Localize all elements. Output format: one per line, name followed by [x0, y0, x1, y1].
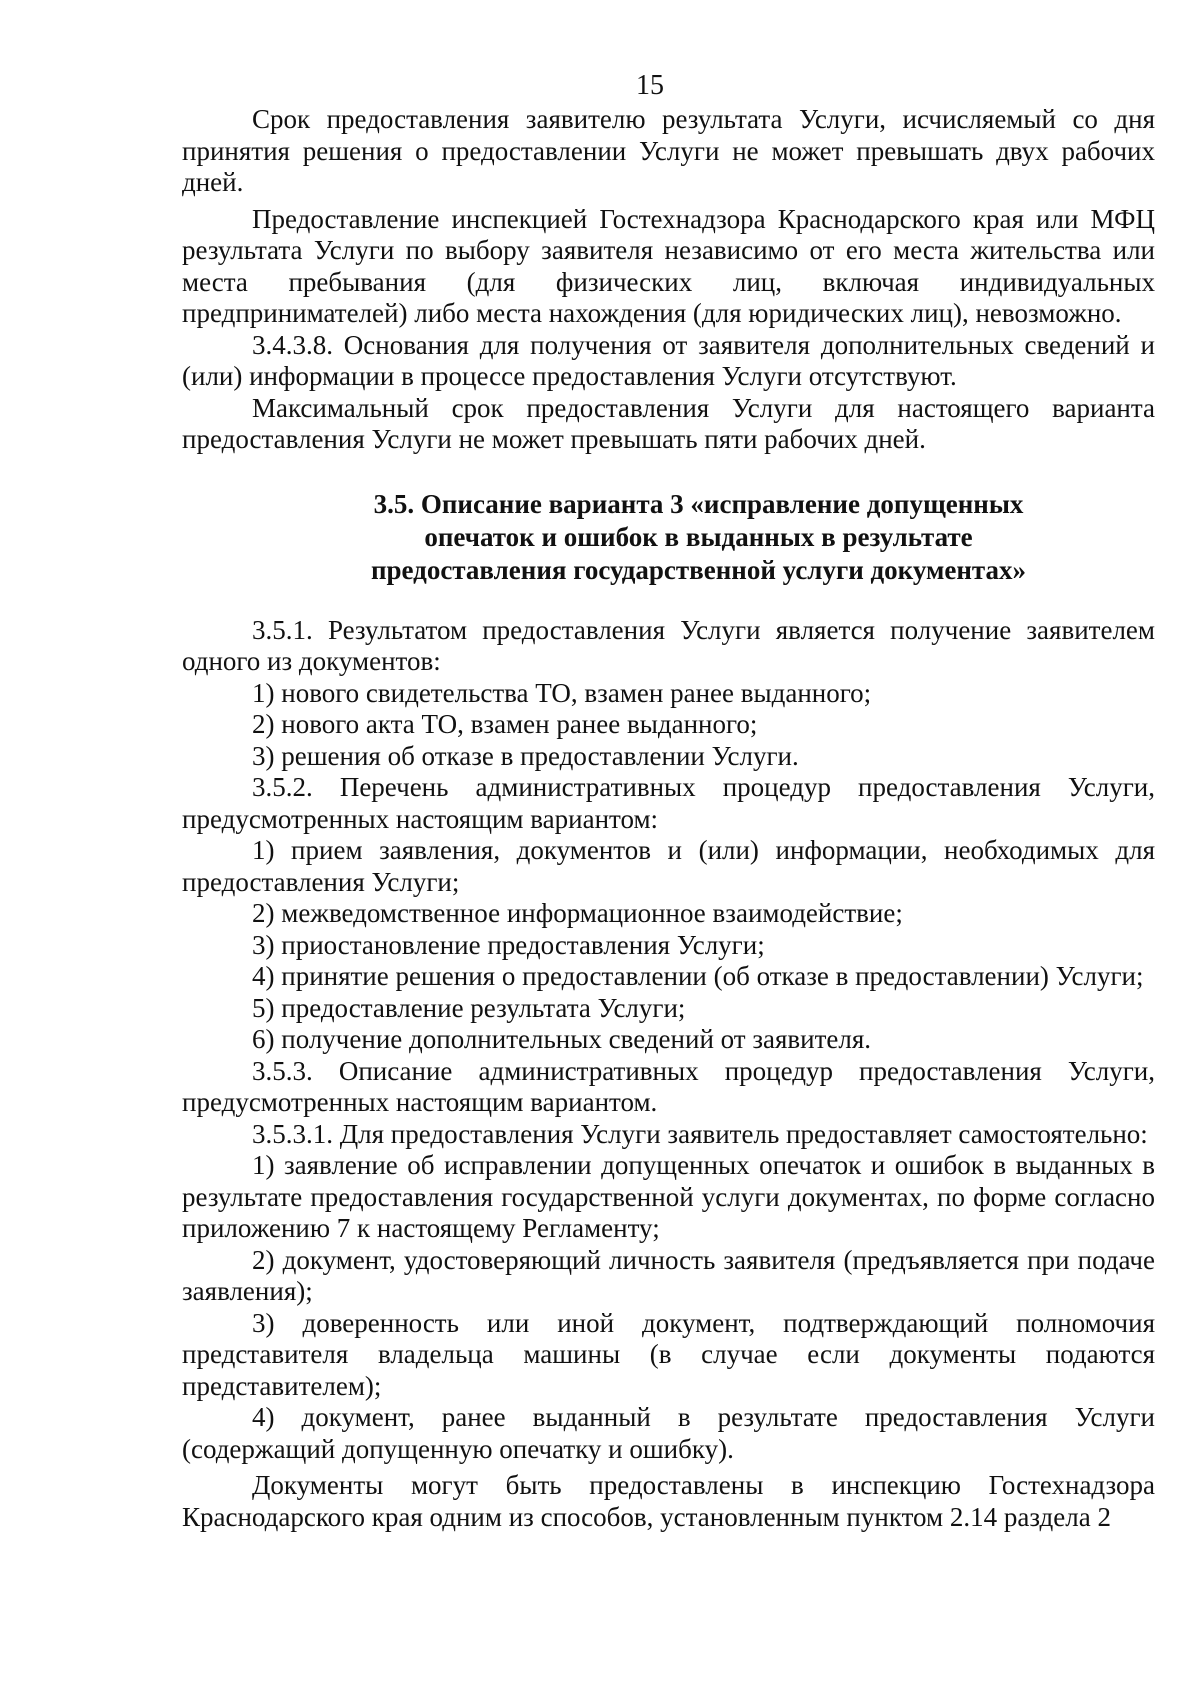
paragraph: 3.5.3.1. Для предоставления Услуги заявитель предоставляет самостоятельно: — [252, 1118, 1148, 1149]
list-item: 3) доверенность или иной документ, подтверждающий полномочия представителя владельца машины (в случае если документы подаются представителем); — [182, 1307, 1155, 1401]
list-item: 3) решения об отказе в предоставлении Услуги. — [252, 740, 799, 771]
list-item: 1) нового свидетельства ТО, взамен ранее выданного; — [252, 677, 872, 708]
section-heading-line: 3.5. Описание варианта 3 «исправление допущенных — [373, 488, 1024, 519]
paragraph: 3.5.3. Описание административных процедур предоставления Услуги, предусмотренных настоящим вариантом. — [182, 1055, 1155, 1117]
list-item: 5) предоставление результата Услуги; — [252, 992, 686, 1023]
list-item: 3) приостановление предоставления Услуги; — [252, 929, 765, 960]
page-number: 15 — [636, 70, 664, 101]
section-heading-line: опечаток и ошибок в выданных в результате — [424, 521, 973, 552]
list-item: 4) принятие решения о предоставлении (об отказе в предоставлении) Услуги; — [252, 961, 1144, 991]
list-item: 1) заявление об исправлении допущенных опечаток и ошибок в выданных в результате предоставления государственной услуги документах, по форме согласно приложению 7 к настоящему Регламенту; — [182, 1150, 1155, 1243]
list-item: 6) получение дополнительных сведений от заявителя. — [252, 1024, 872, 1054]
list-item: 1) прием заявления, документов и (или) информации, необходимых для предоставления Услуги; — [182, 835, 1155, 897]
document-body — [182, 104, 1155, 1533]
list-item: 2) документ, удостоверяющий личность заявителя (предъявляется при подаче заявления); — [182, 1244, 1155, 1306]
paragraph: 3.5.1. Результатом предоставления Услуги является получение заявителем одного из документов: — [182, 614, 1155, 676]
paragraph: 3.4.3.8. Основания для получения от заявителя дополнительных сведений и (или) информации в процессе предоставления Услуги отсутствуют. — [182, 329, 1155, 391]
list-item: 4) документ, ранее выданный в результате предоставления Услуги (содержащий допущенную опечатку и ошибку). — [182, 1402, 1155, 1464]
section-heading-line: предоставления государственной услуги документах» — [370, 554, 1027, 585]
paragraph: Документы могут быть предоставлены в инспекцию Гостехнадзора Краснодарского края одним из способов, установленным пунктом 2.14 раздела 2 — [182, 1470, 1155, 1532]
paragraph: Максимальный срок предоставления Услуги для настоящего варианта предоставления Услуги не может превышать пяти рабочих дней. — [182, 392, 1155, 454]
list-item: 2) нового акта ТО, взамен ранее выданного; — [252, 709, 758, 739]
list-item: 2) межведомственное информационное взаимодействие; — [252, 898, 903, 928]
section-heading — [182, 488, 1155, 587]
paragraph: 3.5.2. Перечень административных процедур предоставления Услуги, предусмотренных настоящим вариантом: — [182, 772, 1155, 834]
paragraph: Срок предоставления заявителю результата Услуги, исчисляемый со дня принятия решения о предоставлении Услуги не может превышать двух рабочих дней. — [182, 104, 1155, 197]
paragraph: Предоставление инспекцией Гостехнадзора Краснодарского края или МФЦ результата Услуги по выбору заявителя независимо от его места жительства или места пребывания (для физических лиц, включая индивидуальных предпринимателей) либо места нахождения (для юридических лиц), невозможно. — [182, 203, 1155, 328]
